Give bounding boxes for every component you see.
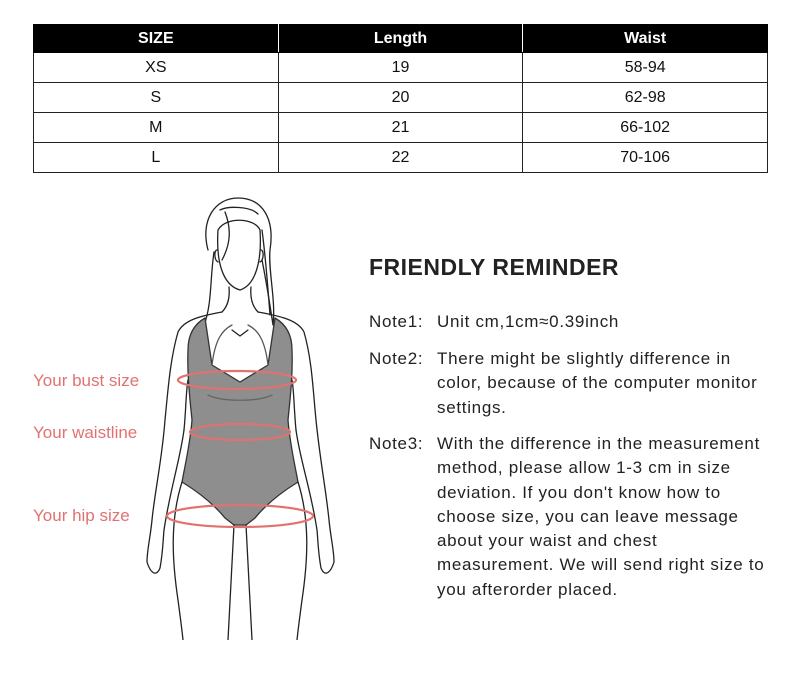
table-row — [34, 143, 768, 173]
header-size: SIZE — [34, 25, 279, 53]
cell-waist: 70-106 — [523, 143, 768, 173]
cell-length: 21 — [278, 113, 523, 143]
note-2-label: Note2: — [369, 349, 424, 368]
table-row — [34, 83, 768, 113]
cell-waist: 66-102 — [523, 113, 768, 143]
cell-size: L — [34, 143, 279, 173]
note-3-label: Note3: — [369, 434, 424, 453]
note-3-text: With the difference in the measurement method, please allow 1-3 cm in size deviation. If you don't know how to choose size, you can leave message about your waist and chest measurement. We will send right size to you afterorder placed. — [437, 434, 765, 599]
right-leg-outline — [297, 482, 307, 640]
table-row — [34, 53, 768, 83]
cell-length: 20 — [278, 83, 523, 113]
note-1-text: Unit cm,1cm≈0.39inch — [437, 312, 620, 331]
cell-waist: 58-94 — [523, 53, 768, 83]
cell-size: XS — [34, 53, 279, 83]
left-leg-outline — [173, 482, 183, 640]
table-row — [34, 113, 768, 143]
cell-length: 19 — [278, 53, 523, 83]
bodysuit — [182, 318, 298, 525]
size-chart-table — [33, 24, 768, 173]
hair-outline — [206, 198, 274, 325]
header-length: Length — [278, 25, 523, 53]
waistline-label: Your waistline — [33, 423, 138, 442]
hip-size-label: Your hip size — [33, 506, 130, 525]
body-illustration — [0, 190, 360, 640]
cell-size: M — [34, 113, 279, 143]
note-1-label: Note1: — [369, 312, 424, 331]
header-waist: Waist — [523, 25, 768, 53]
cell-length: 22 — [278, 143, 523, 173]
body-figure — [0, 190, 360, 640]
bust-size-label: Your bust size — [33, 371, 140, 390]
size-chart-header-row — [34, 25, 768, 53]
cell-size: S — [34, 83, 279, 113]
cell-waist: 62-98 — [523, 83, 768, 113]
note-2-text: There might be slightly difference in color, because of the computer monitor settings. — [437, 349, 758, 417]
friendly-reminder-title: FRIENDLY REMINDER — [369, 254, 620, 280]
